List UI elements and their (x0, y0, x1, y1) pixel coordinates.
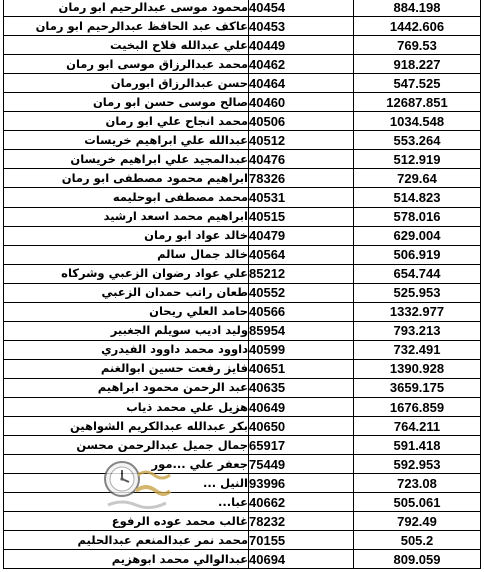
amount-cell: 514.823 (354, 188, 481, 207)
name-cell: داوود محمد داوود الفيدري (4, 340, 249, 359)
name-cell: صالح موسى حسن ابو رمان (4, 93, 249, 112)
name-cell: محمد مصطفى ابوحليمه (4, 188, 249, 207)
code-cell: 75449 (249, 455, 354, 474)
name-cell: حسن عبدالرزاق ابورمان (4, 74, 249, 93)
table-row (4, 397, 481, 416)
amount-cell: 792.49 (354, 512, 481, 531)
code-cell: 40515 (249, 207, 354, 226)
name-cell: عبد الرحمن محمود ابراهيم (4, 378, 249, 397)
table-row (4, 264, 481, 283)
name-cell: وليد اديب سويلم الجغبير (4, 321, 249, 340)
table-row (4, 359, 481, 378)
table-row (4, 474, 481, 493)
amount-cell: 525.953 (354, 283, 481, 302)
code-cell: 40694 (249, 550, 354, 569)
name-cell: غالب محمد عوده الرفوع (4, 512, 249, 531)
name-cell: فايز رفعت حسين ابوالغنم (4, 359, 249, 378)
name-cell: محمد عبدالرزاق موسى ابو رمان (4, 55, 249, 74)
name-cell: جمال جميل عبدالرحمن محسن (4, 436, 249, 455)
name-cell: بكر عبدالله عبدالكريم الشواهين (4, 417, 249, 436)
amount-cell: 629.004 (354, 226, 481, 245)
name-cell: عاكف عبد الحافظ عبدالرحيم ابو رمان (4, 17, 249, 36)
table-row (4, 188, 481, 207)
table-row (4, 493, 481, 512)
name-cell: هزيل علي محمد ذياب (4, 397, 249, 416)
table-row (4, 321, 481, 340)
code-cell: 40566 (249, 302, 354, 321)
code-cell: 85212 (249, 264, 354, 283)
amount-cell: 512.919 (354, 150, 481, 169)
name-cell: النيل ... (4, 474, 249, 493)
amount-cell: 578.016 (354, 207, 481, 226)
code-cell: 40479 (249, 226, 354, 245)
code-cell: 93996 (249, 474, 354, 493)
table-row (4, 302, 481, 321)
table-row (4, 112, 481, 131)
name-cell: حامد العلي ريحان (4, 302, 249, 321)
code-cell: 40564 (249, 245, 354, 264)
amount-cell: 505.2 (354, 531, 481, 550)
name-cell: جعفر علي ...مور (4, 455, 249, 474)
code-cell: 40464 (249, 74, 354, 93)
code-cell: 65917 (249, 436, 354, 455)
amount-cell: 1442.606 (354, 17, 481, 36)
code-cell: 40476 (249, 150, 354, 169)
code-cell: 40650 (249, 417, 354, 436)
code-cell: 40649 (249, 397, 354, 416)
code-cell: 40449 (249, 36, 354, 55)
code-cell: 40462 (249, 55, 354, 74)
name-cell: خالد عواد ابو رمان (4, 226, 249, 245)
table-row (4, 512, 481, 531)
amount-cell: 553.264 (354, 131, 481, 150)
name-cell: ابراهيم محمود مصطفى ابو رمان (4, 169, 249, 188)
amount-cell: 729.64 (354, 169, 481, 188)
table-row (4, 74, 481, 93)
amount-cell: 3659.175 (354, 378, 481, 397)
amount-cell: 918.227 (354, 55, 481, 74)
name-cell: طعان راتب حمدان الزعبي (4, 283, 249, 302)
table-row (4, 531, 481, 550)
amount-cell: 547.525 (354, 74, 481, 93)
code-cell: 40531 (249, 188, 354, 207)
name-cell: علي عواد رضوان الزعبي وشركاه (4, 264, 249, 283)
table-row (4, 17, 481, 36)
amount-cell: 1034.548 (354, 112, 481, 131)
code-cell: 78232 (249, 512, 354, 531)
table-row (4, 283, 481, 302)
code-cell: 40662 (249, 493, 354, 512)
code-cell: 85954 (249, 321, 354, 340)
code-cell: 70155 (249, 531, 354, 550)
amount-cell: 809.059 (354, 550, 481, 569)
table-row (4, 55, 481, 74)
code-cell: 40552 (249, 283, 354, 302)
code-cell: 40454 (249, 0, 354, 17)
table-row (4, 93, 481, 112)
name-cell: محمد نمر عبدالمنعم عبدالحليم (4, 531, 249, 550)
amount-cell: 764.211 (354, 417, 481, 436)
amount-cell: 1332.977 (354, 302, 481, 321)
code-cell: 40651 (249, 359, 354, 378)
name-cell: عبدالوالي محمد ابوهزيم (4, 550, 249, 569)
name-cell: خالد جمال سالم (4, 245, 249, 264)
name-cell: محمود موسى عبدالرحيم ابو رمان (4, 0, 249, 17)
table-row (4, 436, 481, 455)
table-row (4, 340, 481, 359)
amount-cell: 592.953 (354, 455, 481, 474)
name-cell: علي عبدالله فلاح البخيت (4, 36, 249, 55)
table-row (4, 0, 481, 17)
table-row (4, 455, 481, 474)
name-cell: عبا... (4, 493, 249, 512)
table-row (4, 207, 481, 226)
amount-cell: 793.213 (354, 321, 481, 340)
code-cell: 78326 (249, 169, 354, 188)
table-row (4, 131, 481, 150)
amount-cell: 12687.851 (354, 93, 481, 112)
name-cell: عبدالله علي ابراهيم خريسات (4, 131, 249, 150)
table-row (4, 150, 481, 169)
amount-cell: 1390.928 (354, 359, 481, 378)
amount-cell: 723.08 (354, 474, 481, 493)
amount-cell: 591.418 (354, 436, 481, 455)
table-row (4, 36, 481, 55)
name-cell: عبدالمجيد علي ابراهيم خريسان (4, 150, 249, 169)
amount-cell: 884.198 (354, 0, 481, 17)
payments-table-body (4, 0, 481, 569)
amount-cell: 505.061 (354, 493, 481, 512)
name-cell: محمد انجاح علي ابو رمان (4, 112, 249, 131)
table-row (4, 550, 481, 569)
amount-cell: 769.53 (354, 36, 481, 55)
clock-logo-watermark-icon (100, 455, 172, 517)
code-cell: 40506 (249, 112, 354, 131)
code-cell: 40453 (249, 17, 354, 36)
table-row (4, 226, 481, 245)
table-row (4, 169, 481, 188)
amount-cell: 654.744 (354, 264, 481, 283)
amount-cell: 506.919 (354, 245, 481, 264)
table-row (4, 417, 481, 436)
payments-table (3, 0, 481, 569)
amount-cell: 1676.859 (354, 397, 481, 416)
amount-cell: 732.491 (354, 340, 481, 359)
code-cell: 40599 (249, 340, 354, 359)
table-row (4, 245, 481, 264)
code-cell: 40635 (249, 378, 354, 397)
code-cell: 40460 (249, 93, 354, 112)
code-cell: 40512 (249, 131, 354, 150)
table-row (4, 378, 481, 397)
name-cell: ابراهيم محمد اسعد ارشيد (4, 207, 249, 226)
